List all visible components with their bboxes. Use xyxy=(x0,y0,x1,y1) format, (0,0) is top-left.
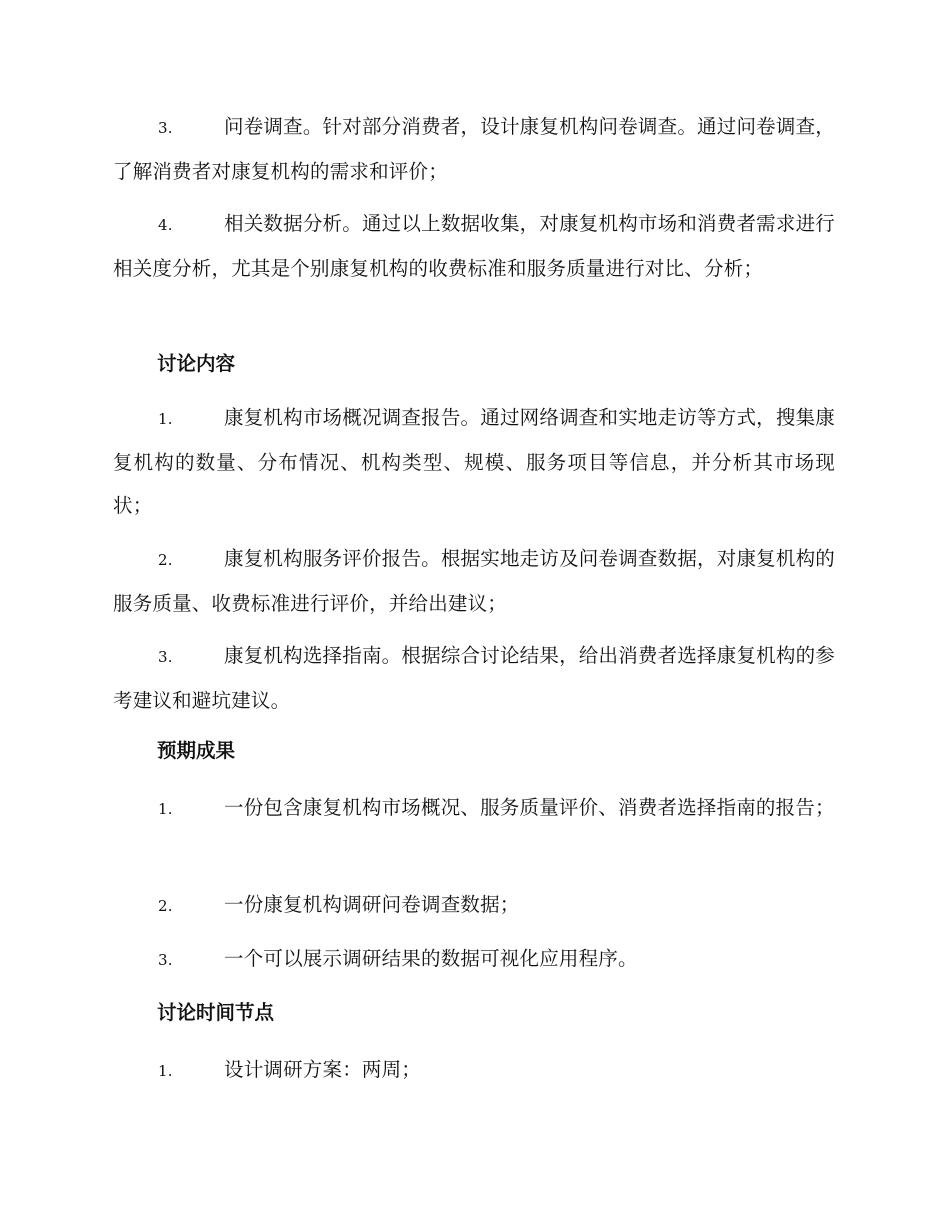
list-item xyxy=(113,202,835,290)
list-item-number: 1. xyxy=(158,1062,173,1080)
list-item-text: 一份包含康复机构市场概况、服务质量评价、消费者选择指南的报告； xyxy=(224,796,835,819)
list-item xyxy=(113,1048,835,1093)
list-item-text: 康复机构服务评价报告。根据实地走访及问卷调查数据，对康复机构的服务质量、收费标准进行评价，并给出建议； xyxy=(113,547,835,615)
list-item-text: 设计调研方案：两周； xyxy=(224,1058,422,1081)
list-item xyxy=(113,105,835,193)
list-item xyxy=(113,396,835,527)
section-heading-outcomes: 预期成果 xyxy=(157,739,236,762)
section-heading-discussion: 讨论内容 xyxy=(157,352,236,375)
list-item-text: 问卷调查。针对部分消费者，设计康复机构问卷调查。通过问卷调查，了解消费者对康复机构的需求和评价； xyxy=(113,115,835,183)
list-item xyxy=(113,537,835,625)
list-item-number: 1. xyxy=(158,410,173,428)
list-item-number: 3. xyxy=(158,951,173,969)
list-item-text: 一个可以展示调研结果的数据可视化应用程序。 xyxy=(224,947,638,970)
list-item xyxy=(113,883,835,928)
list-item-number: 1. xyxy=(158,800,173,818)
list-item-text: 相关数据分析。通过以上数据收集，对康复机构市场和消费者需求进行相关度分析，尤其是个别康复机构的收费标准和服务质量进行对比、分析； xyxy=(113,212,835,280)
list-item-number: 3. xyxy=(158,648,173,666)
list-item-text: 康复机构市场概况调查报告。通过网络调查和实地走访等方式，搜集康复机构的数量、分布情况、机构类型、规模、服务项目等信息，并分析其市场现状； xyxy=(113,406,835,517)
list-item xyxy=(113,786,835,831)
list-item-text: 一份康复机构调研问卷调查数据； xyxy=(224,893,520,916)
list-item-number: 4. xyxy=(158,216,173,234)
list-item xyxy=(113,634,835,722)
list-item xyxy=(113,937,835,982)
list-item-number: 2. xyxy=(158,551,173,569)
section-heading-timeline: 讨论时间节点 xyxy=(157,1001,275,1024)
list-item-number: 3. xyxy=(158,119,173,137)
list-item-number: 2. xyxy=(158,897,173,915)
list-item-text: 康复机构选择指南。根据综合讨论结果，给出消费者选择康复机构的参考建议和避坑建议。 xyxy=(113,644,835,712)
